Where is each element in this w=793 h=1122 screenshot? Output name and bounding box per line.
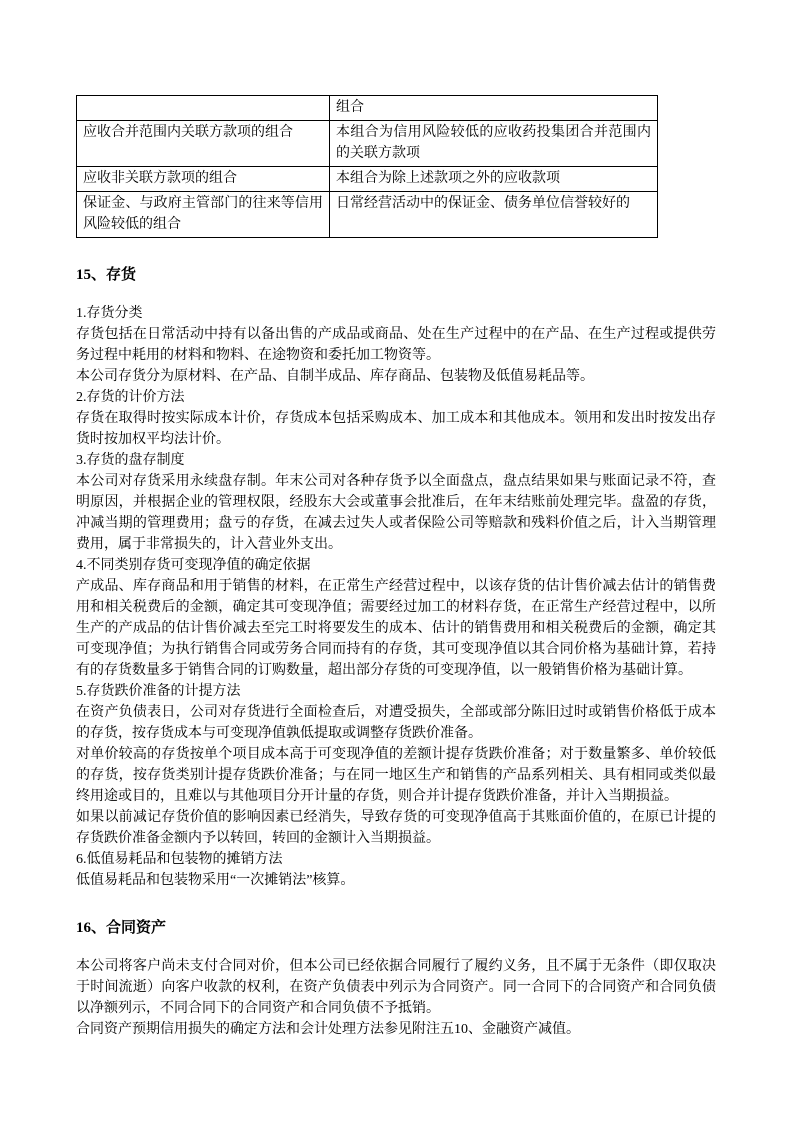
section-15-heading: 15、存货 (76, 267, 137, 283)
table-row (77, 192, 658, 238)
table-cell-portfolio-name (77, 96, 330, 121)
paragraph: 产成品、库存商品和用于销售的材料，在正常生产经营过程中，以该存货的估计售价减去估计的销售费用和相关税费后的金额，确定其可变现净值；需要经过加工的材料存货，在正常生产经营过程中，以所生产的产成品的估计售价减去至完工时将要发生的成本、估计的销售费用和相关税费后的金额，确定其可变现净值；为执行销售合同或劳务合同而持有的存货，其可变现净值以其合同价格为基础计算，若持有的存货数量多于销售合同的订购数量，超出部分存货的可变现净值，以一般销售价格为基础计算。 (76, 579, 716, 678)
section-15-body (76, 303, 716, 891)
paragraph: 合同资产预期信用损失的确定方法和会计处理方法参见附注五10、金融资产减值。 (76, 1022, 580, 1037)
table-cell-portfolio-basis: 本组合为信用风险较低的应收药投集团合并范围内的关联方款项 (330, 121, 658, 167)
paragraph: 本公司对存货采用永续盘存制。年末公司对各种存货予以全面盘点，盘点结果如果与账面记录不符，查明原因，并根据企业的管理权限，经股东大会或董事会批准后，在年末结账前处理完毕。盘盈的存货，冲减当期的管理费用；盘亏的存货，在减去过失人或者保险公司等赔款和残料价值之后，计入当期管理费用，属于非常损失的，计入营业外支出。 (76, 474, 716, 552)
section-16-heading: 16、合同资产 (76, 920, 167, 936)
paragraph: 低值易耗品和包装物采用“一次摊销法”核算。 (76, 873, 355, 888)
table-cell-portfolio-basis: 日常经营活动中的保证金、债务单位信誉较好的 (330, 192, 658, 238)
paragraph-inventory-classification-title: 1.存货分类 (76, 306, 143, 321)
paragraph: 对单价较高的存货按单个项目成本高于可变现净值的差额计提存货跌价准备；对于数量繁多、单价较低的存货，按存货类别计提存货跌价准备；与在同一地区生产和销售的产品系列相关、具有相同或类似最终用途或目的，且难以与其他项目分开计量的存货，则合并计提存货跌价准备，并计入当期损益。 (76, 747, 716, 804)
table-cell-portfolio-name: 应收非关联方款项的组合 (77, 167, 330, 192)
table-row (77, 121, 658, 167)
table-cell-portfolio-basis: 本组合为除上述款项之外的应收款项 (330, 167, 658, 192)
table-cell-portfolio-name: 应收合并范围内关联方款项的组合 (77, 121, 330, 167)
table-row (77, 96, 658, 121)
paragraph-nrv-basis-title: 4.不同类别存货可变现净值的确定依据 (76, 558, 311, 573)
section-16-body (76, 956, 716, 1040)
paragraph-inventory-system-title: 3.存货的盘存制度 (76, 453, 185, 468)
paragraph: 在资产负债表日，公司对存货进行全面检查后，对遭受损失，全部或部分陈旧过时或销售价格低于成本的存货，按存货成本与可变现净值孰低提取或调整存货跌价准备。 (76, 705, 716, 741)
paragraph: 本公司将客户尚未支付合同对价，但本公司已经依据合同履行了履约义务，且不属于无条件（即仅取决于时间流逝）向客户收款的权利，在资产负债表中列示为合同资产。同一合同下的合同资产和合同负债以净额列示，不同合同下的合同资产和合同负债不予抵销。 (76, 959, 716, 1016)
paragraph: 如果以前减记存货价值的影响因素已经消失，导致存货的可变现净值高于其账面价值的，在原已计提的存货跌价准备金额内予以转回，转回的金额计入当期损益。 (76, 810, 716, 846)
receivables-portfolio-table (76, 95, 658, 238)
paragraph-amortization-title: 6.低值易耗品和包装物的摊销方法 (76, 852, 283, 867)
paragraph: 本公司存货分为原材料、在产品、自制半成品、库存商品、包装物及低值易耗品等。 (76, 369, 594, 384)
paragraph: 存货在取得时按实际成本计价，存货成本包括采购成本、加工成本和其他成本。领用和发出时按发出存货时按加权平均法计价。 (76, 411, 716, 447)
table-cell-portfolio-basis: 组合 (330, 96, 658, 121)
paragraph-provision-method-title: 5.存货跌价准备的计提方法 (76, 684, 241, 699)
table-row (77, 167, 658, 192)
paragraph-inventory-valuation-title: 2.存货的计价方法 (76, 390, 185, 405)
table-cell-portfolio-name: 保证金、与政府主管部门的往来等信用风险较低的组合 (77, 192, 330, 238)
paragraph: 存货包括在日常活动中持有以备出售的产成品或商品、处在生产过程中的在产品、在生产过程或提供劳务过程中耗用的材料和物料、在途物资和委托加工物资等。 (76, 327, 716, 363)
